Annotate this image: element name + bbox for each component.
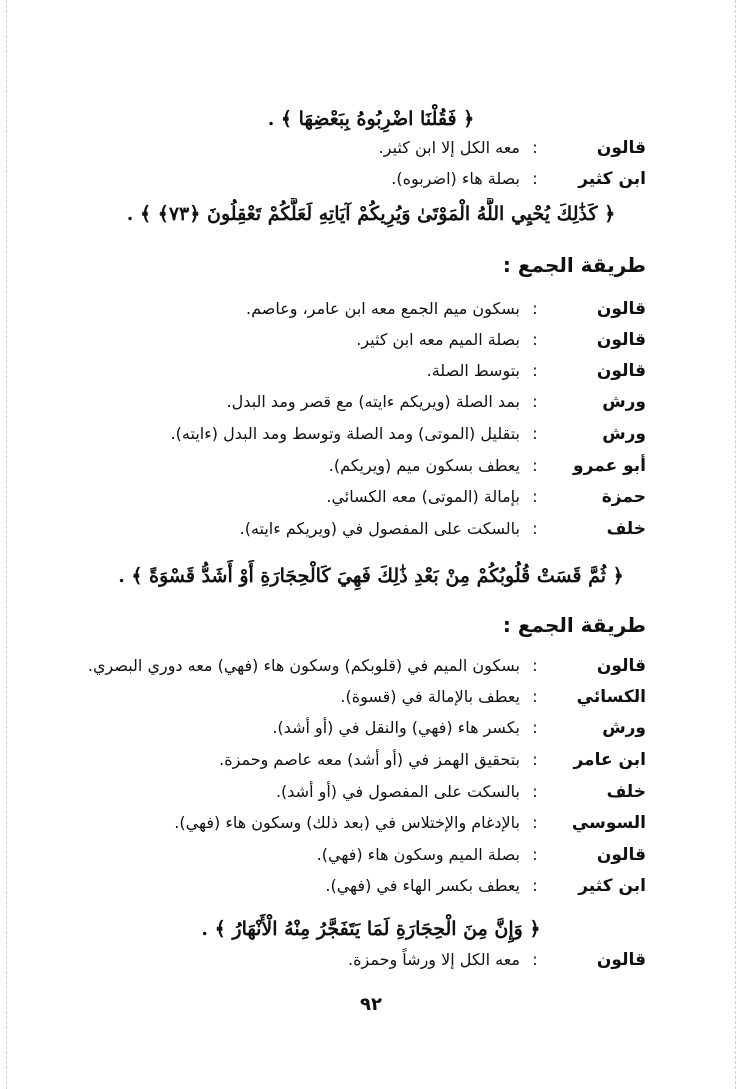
reading-entry <box>70 777 646 807</box>
colon-separator: : <box>532 299 538 318</box>
reading-description: بصلة الميم معه ابن كثير. <box>356 330 520 349</box>
reading-entry <box>70 871 646 901</box>
reader-name: ورش <box>602 718 646 738</box>
colon-separator: : <box>532 169 538 188</box>
reading-entry <box>70 451 646 481</box>
reading-entry <box>70 356 646 386</box>
reading-description: بإمالة (الموتى) معه الكسائي. <box>326 487 520 506</box>
reading-entry <box>70 325 646 355</box>
reading-description: معه الكل إلا ابن كثير. <box>378 138 520 157</box>
section-heading: طريقة الجمع : <box>502 253 646 277</box>
reader-name: السوسي <box>571 813 646 833</box>
reader-name: ابن كثير <box>578 876 646 896</box>
reading-entry <box>70 294 646 324</box>
quran-verse: ﴿ فَقُلْنَا اضْرِبُوهُ بِبَعْضِهَا ﴾ . <box>267 108 475 130</box>
reader-name: قالون <box>596 361 646 381</box>
colon-separator: : <box>532 392 538 411</box>
reader-name: قالون <box>596 330 646 350</box>
reader-name: خلف <box>606 782 646 802</box>
quran-verse: ﴿ كَذَٰلِكَ يُحْيِي اللَّهُ الْمَوْتَىٰ وَيُرِيكُمْ آيَاتِهِ لَعَلَّكُمْ تَعْقِلُونَ ﴿٧٣﴾ ﴾ . <box>126 203 616 225</box>
reading-entry <box>70 651 646 681</box>
left-dashed-edge <box>6 0 7 1089</box>
reader-name: خلف <box>606 519 646 539</box>
colon-separator: : <box>532 813 538 832</box>
reading-description: بالسكت على المفصول في (ويريكم ءايته). <box>239 519 520 538</box>
reader-name: قالون <box>596 138 646 158</box>
reading-description: بتقليل (الموتى) ومد الصلة وتوسط ومد البدل (ءايته). <box>170 424 520 443</box>
reading-description: يعطف بسكون ميم (ويريكم). <box>328 456 520 475</box>
reader-name: ابن عامر <box>573 750 646 770</box>
reading-entry <box>70 808 646 838</box>
reading-description: بتحقيق الهمز في (أو أشد) معه عاصم وحمزة. <box>219 750 520 769</box>
reading-description: يعطف بكسر الهاء في (فهي). <box>325 876 520 895</box>
colon-separator: : <box>532 845 538 864</box>
reading-description: معه الكل إلا ورشاً وحمزة. <box>348 950 520 969</box>
reading-entry <box>70 682 646 712</box>
colon-separator: : <box>532 656 538 675</box>
reading-description: بالسكت على المفصول في (أو أشد). <box>275 782 520 801</box>
reader-name: ابن كثير <box>578 169 646 189</box>
colon-separator: : <box>532 750 538 769</box>
reader-name: ورش <box>602 424 646 444</box>
reading-entry <box>70 745 646 775</box>
colon-separator: : <box>532 687 538 706</box>
reading-description: بكسر هاء (فهي) والنقل في (أو أشد). <box>272 718 520 737</box>
colon-separator: : <box>532 487 538 506</box>
reading-description: بمد الصلة (ويريكم ءايته) مع قصر ومد البدل. <box>226 392 520 411</box>
section-heading: طريقة الجمع : <box>502 613 646 637</box>
quran-verse: ﴿ ثُمَّ قَسَتْ قُلُوبُكُمْ مِنْ بَعْدِ ذَٰلِكَ فَهِيَ كَالْحِجَارَةِ أَوْ أَشَدُّ قَسْوَةً ﴾ . <box>118 565 624 587</box>
reading-entry <box>70 840 646 870</box>
reading-description: بصلة الميم وسكون هاء (فهي). <box>316 845 520 864</box>
reading-description: بالإدغام والإختلاس في (بعد ذلك) وسكون هاء (فهي). <box>174 813 520 832</box>
reader-name: قالون <box>596 299 646 319</box>
colon-separator: : <box>532 330 538 349</box>
reading-entry <box>70 387 646 417</box>
colon-separator: : <box>532 876 538 895</box>
page-number: ٩٢ <box>360 994 382 1015</box>
reading-entry <box>70 945 646 975</box>
right-dashed-edge <box>735 0 736 1089</box>
reader-name: قالون <box>596 656 646 676</box>
reader-name: قالون <box>596 845 646 865</box>
reading-entry <box>70 713 646 743</box>
reading-entry <box>70 514 646 544</box>
reader-name: حمزة <box>601 487 646 507</box>
colon-separator: : <box>532 424 538 443</box>
reading-description: بسكون الميم في (قلوبكم) وسكون هاء (فهي) معه دوري البصري. <box>87 656 520 675</box>
reading-entry <box>70 164 646 194</box>
colon-separator: : <box>532 718 538 737</box>
colon-separator: : <box>532 782 538 801</box>
colon-separator: : <box>532 138 538 157</box>
reading-description: بسكون ميم الجمع معه ابن عامر، وعاصم. <box>246 299 520 318</box>
colon-separator: : <box>532 519 538 538</box>
reading-entry <box>70 419 646 449</box>
colon-separator: : <box>532 950 538 969</box>
reading-description: يعطف بالإمالة في (قسوة). <box>340 687 520 706</box>
reader-name: أبو عمرو <box>573 456 646 476</box>
reader-name: قالون <box>596 950 646 970</box>
reading-description: بصلة هاء (اضربوه). <box>391 169 520 188</box>
reading-entry <box>70 133 646 163</box>
colon-separator: : <box>532 456 538 475</box>
colon-separator: : <box>532 361 538 380</box>
quran-verse: ﴿ وَإِنَّ مِنَ الْحِجَارَةِ لَمَا يَتَفَجَّرُ مِنْهُ الْأَنْهَارُ ﴾ . <box>201 918 541 940</box>
reader-name: الكسائي <box>576 687 646 707</box>
reading-description: بتوسط الصلة. <box>426 361 520 380</box>
reading-entry <box>70 482 646 512</box>
reader-name: ورش <box>602 392 646 412</box>
